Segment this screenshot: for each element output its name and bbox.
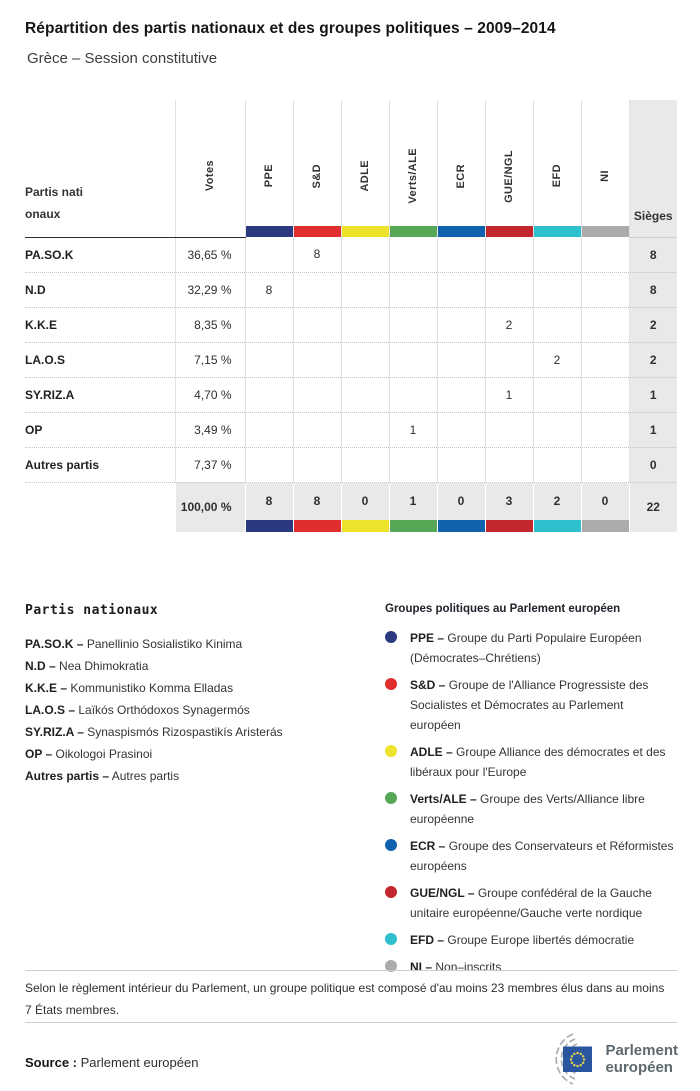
group-seats-cell (293, 307, 341, 342)
group-full-name: Groupe de l'Alliance Progressiste des Socialistes et Démocrates au Parlement européen (410, 678, 649, 732)
group-color-bar-adle (342, 226, 389, 237)
total-color-bar-verts (390, 520, 437, 532)
group-seats-cell: 1 (389, 412, 437, 447)
group-seats-cell (341, 272, 389, 307)
page-subtitle: Grèce – Session constitutive (27, 50, 218, 67)
group-column-header-gue: GUE/NGL (503, 149, 515, 203)
table-row (25, 342, 677, 377)
group-column-header-verts: Verts/ALE (407, 148, 419, 204)
total-group-seats-cell: 8 (293, 482, 341, 532)
group-color-bar-ppe (246, 226, 293, 237)
group-seats-cell (437, 342, 485, 377)
group-color-bar-ecr (438, 226, 485, 237)
group-seats-cell (485, 412, 533, 447)
votes-cell: 32,29 % (175, 272, 245, 307)
group-abbr: NI – (410, 960, 433, 974)
group-color-dot (385, 631, 397, 643)
group-abbr: ECR – (410, 839, 446, 853)
party-name-cell: OP (25, 412, 175, 447)
total-seats-cell: 22 (629, 482, 677, 532)
group-seats-cell (437, 307, 485, 342)
group-color-dot (385, 745, 397, 757)
party-full-name: Laïkós Orthódoxos Synagermós (78, 703, 250, 717)
group-seats-cell (533, 237, 581, 272)
group-column-header-ni: NI (599, 170, 611, 182)
hemicycle-icon (532, 1030, 596, 1088)
total-color-bar-ecr (438, 520, 485, 532)
national-parties-legend-title: Partis nationaux (25, 603, 159, 618)
party-full-name: Kommunistiko Komma Elladas (70, 681, 234, 695)
group-seats-cell (581, 307, 629, 342)
total-group-seats-cell: 0 (581, 482, 629, 532)
seats-cell: 8 (629, 237, 677, 272)
group-legend-item (385, 628, 677, 668)
group-seats-cell (533, 412, 581, 447)
legend-item (25, 655, 365, 677)
group-column-header-sd: S&D (311, 163, 323, 189)
group-seats-cell (245, 237, 293, 272)
total-votes-cell: 100,00 % (175, 482, 245, 532)
seats-cell: 2 (629, 307, 677, 342)
page-title: Répartition des partis nationaux et des groupes politiques – 2009–2014 (25, 20, 556, 37)
table-row (25, 377, 677, 412)
group-seats-cell (245, 412, 293, 447)
group-color-dot (385, 933, 397, 945)
total-color-bar-ni (582, 520, 629, 532)
group-full-name: Groupe des Conservateurs et Réformistes européens (410, 839, 674, 873)
group-color-dot (385, 792, 397, 804)
group-seats-cell (389, 447, 437, 482)
group-abbr: GUE/NGL – (410, 886, 475, 900)
group-legend-item (385, 742, 677, 782)
group-column-header-efd: EFD (551, 164, 563, 188)
group-full-name: Non–inscrits (435, 960, 502, 974)
total-color-bar-gue (486, 520, 533, 532)
party-name-cell: LA.O.S (25, 342, 175, 377)
votes-cell: 4,70 % (175, 377, 245, 412)
party-full-name: Synaspismós Rizospastikís Aristerás (87, 725, 283, 739)
group-abbr: ADLE – (410, 745, 453, 759)
group-full-name: Groupe Europe libertés démocratie (447, 933, 635, 947)
group-seats-cell (485, 237, 533, 272)
party-full-name: Oikologoi Prasinoi (55, 747, 153, 761)
group-seats-cell (293, 412, 341, 447)
group-seats-cell (581, 377, 629, 412)
group-legend-item (385, 789, 677, 829)
table-row (25, 272, 677, 307)
source-label: Source : (25, 1055, 78, 1070)
total-group-seats-cell: 3 (485, 482, 533, 532)
legend-item (25, 765, 365, 787)
party-full-name: Panellinio Sosialistiko Kinima (86, 637, 243, 651)
group-seats-cell (341, 377, 389, 412)
group-color-dot (385, 678, 397, 690)
group-seats-cell (437, 412, 485, 447)
group-seats-cell (341, 307, 389, 342)
seats-cell: 1 (629, 377, 677, 412)
group-column-header-adle: ADLE (359, 160, 371, 192)
totals-row (25, 482, 677, 532)
seats-cell: 1 (629, 412, 677, 447)
group-color-dot (385, 839, 397, 851)
group-seats-cell (485, 447, 533, 482)
group-seats-cell (389, 307, 437, 342)
legend-item (25, 743, 365, 765)
party-name-cell: Autres partis (25, 447, 175, 482)
total-group-seats-cell: 2 (533, 482, 581, 532)
table-row (25, 412, 677, 447)
group-seats-cell (341, 342, 389, 377)
total-color-bar-efd (534, 520, 581, 532)
group-seats-cell (293, 272, 341, 307)
group-seats-cell (485, 342, 533, 377)
total-group-seats-cell: 0 (341, 482, 389, 532)
group-full-name: Groupe confédéral de la Gauche unitaire européenne/Gauche verte nordique (410, 886, 652, 920)
group-seats-cell (581, 342, 629, 377)
total-color-bar-sd (294, 520, 341, 532)
political-groups-legend (385, 603, 677, 984)
group-full-name: Groupe des Verts/Alliance libre européenne (410, 792, 645, 826)
group-column-header-ppe: PPE (263, 164, 275, 188)
legend-item (25, 721, 365, 743)
group-full-name: Groupe du Parti Populaire Européen (Démocrates–Chrétiens) (410, 631, 642, 665)
table-row (25, 307, 677, 342)
group-abbr: EFD – (410, 933, 445, 947)
party-abbr: Autres partis – (25, 769, 110, 783)
political-groups-legend-title: Groupes politiques au Parlement européen (385, 603, 621, 615)
totals-empty-cell (25, 482, 175, 532)
group-color-bar-ni (582, 226, 629, 237)
party-name-cell: K.K.E (25, 307, 175, 342)
group-seats-cell (341, 447, 389, 482)
group-legend-item (385, 836, 677, 876)
eu-flag-icon (563, 1047, 592, 1073)
group-seats-cell (389, 237, 437, 272)
group-seats-cell (341, 237, 389, 272)
group-abbr: S&D – (410, 678, 446, 692)
group-legend-item (385, 957, 677, 977)
group-seats-cell (533, 307, 581, 342)
votes-column-header: Votes (204, 159, 216, 192)
group-color-dot (385, 886, 397, 898)
group-seats-cell (293, 342, 341, 377)
group-color-bar-sd (294, 226, 341, 237)
group-color-bar-gue (486, 226, 533, 237)
legend-item (25, 699, 365, 721)
group-seats-cell (389, 377, 437, 412)
footnote: Selon le règlement intérieur du Parlement, un groupe politique est composé d'au moins 23 membres élus dans au moins 7 États membres. (25, 981, 665, 1017)
group-seats-cell: 2 (485, 307, 533, 342)
results-table (25, 100, 677, 532)
group-seats-cell (389, 272, 437, 307)
group-seats-cell (389, 342, 437, 377)
table-row (25, 237, 677, 272)
party-name-cell: N.D (25, 272, 175, 307)
group-seats-cell: 2 (533, 342, 581, 377)
group-seats-cell (293, 447, 341, 482)
ep-logo-text: Parlement européen (605, 1042, 678, 1076)
group-seats-cell (293, 377, 341, 412)
group-seats-cell (245, 307, 293, 342)
party-abbr: LA.O.S – (25, 703, 76, 717)
party-abbr: SY.RIZ.A – (25, 725, 84, 739)
source-value: Parlement européen (80, 1055, 199, 1070)
party-full-name: Autres partis (111, 769, 180, 783)
group-seats-cell (437, 377, 485, 412)
group-seats-cell: 8 (245, 272, 293, 307)
seats-cell: 0 (629, 447, 677, 482)
group-seats-cell (437, 272, 485, 307)
seats-cell: 8 (629, 272, 677, 307)
total-color-bar-adle (342, 520, 389, 532)
group-legend-item (385, 675, 677, 735)
total-group-seats-cell: 8 (245, 482, 293, 532)
group-seats-cell (245, 342, 293, 377)
party-column-header: Partis nationaux (25, 184, 84, 221)
group-abbr: PPE – (410, 631, 445, 645)
group-seats-cell (581, 272, 629, 307)
group-seats-cell (581, 447, 629, 482)
total-group-seats-cell: 1 (389, 482, 437, 532)
group-seats-cell (245, 377, 293, 412)
legend-item (25, 633, 365, 655)
ep-logo (532, 1030, 678, 1088)
group-full-name: Groupe Alliance des démocrates et des libéraux pour l'Europe (410, 745, 666, 779)
national-parties-legend (25, 603, 365, 787)
group-seats-cell (581, 412, 629, 447)
seats-cell: 2 (629, 342, 677, 377)
group-color-bar-efd (534, 226, 581, 237)
total-color-bar-ppe (246, 520, 293, 532)
group-seats-cell (485, 272, 533, 307)
group-seats-cell (533, 272, 581, 307)
group-column-header-ecr: ECR (455, 163, 467, 189)
group-seats-cell (341, 412, 389, 447)
group-seats-cell (533, 447, 581, 482)
party-abbr: N.D – (25, 659, 56, 673)
group-seats-cell (533, 377, 581, 412)
votes-cell: 3,49 % (175, 412, 245, 447)
group-seats-cell (581, 237, 629, 272)
party-name-cell: PA.SO.K (25, 237, 175, 272)
party-abbr: K.K.E – (25, 681, 68, 695)
source-divider (25, 1022, 677, 1023)
group-seats-cell (437, 237, 485, 272)
header-row (25, 100, 677, 237)
party-full-name: Nea Dhimokratia (59, 659, 149, 673)
group-legend-item (385, 930, 677, 950)
group-color-bar-verts (390, 226, 437, 237)
table-row (25, 447, 677, 482)
source-line (25, 1055, 198, 1070)
group-legend-item (385, 883, 677, 923)
group-seats-cell (437, 447, 485, 482)
party-name-cell: SY.RIZ.A (25, 377, 175, 412)
footnote-divider (25, 970, 677, 971)
group-seats-cell (245, 447, 293, 482)
group-seats-cell: 1 (485, 377, 533, 412)
legend-item (25, 677, 365, 699)
party-abbr: PA.SO.K – (25, 637, 84, 651)
group-seats-cell: 8 (293, 237, 341, 272)
votes-cell: 7,15 % (175, 342, 245, 377)
seats-column-header: Sièges (633, 208, 673, 223)
votes-cell: 7,37 % (175, 447, 245, 482)
votes-cell: 36,65 % (175, 237, 245, 272)
total-group-seats-cell: 0 (437, 482, 485, 532)
party-abbr: OP – (25, 747, 53, 761)
group-abbr: Verts/ALE – (410, 792, 477, 806)
votes-cell: 8,35 % (175, 307, 245, 342)
